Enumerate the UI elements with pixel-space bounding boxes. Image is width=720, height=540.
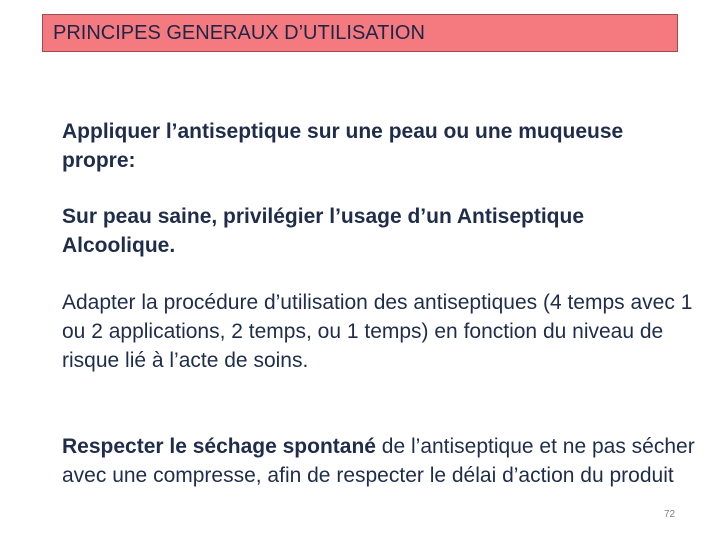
- paragraph-apply-antiseptic: Appliquer l’antiseptique sur une peau ou une muqueuse propre:: [62, 120, 624, 172]
- title-banner: [42, 14, 678, 52]
- paragraph-drying-emphasis: Respecter le séchage spontané: [62, 435, 376, 458]
- paragraph-drying-text: de l’antiseptique et ne pas sécher avec une compresse, afin de respecter le délai d’action du produit: [62, 435, 695, 487]
- page-title: PRINCIPES GENERAUX D’UTILISATION: [53, 22, 425, 44]
- paragraph-healthy-skin: Sur peau saine, privilégier l’usage d’un Antiseptique Alcoolique.: [62, 205, 585, 257]
- paragraph-adapt-procedure: Adapter la procédure d’utilisation des antiseptiques (4 temps avec 1 ou 2 applications, 2 temps, ou 1 temps) en fonction du niveau de risque lié à l’acte de soins.: [62, 291, 693, 372]
- paragraph-drying: [62, 432, 702, 490]
- page-number: 72: [664, 509, 676, 520]
